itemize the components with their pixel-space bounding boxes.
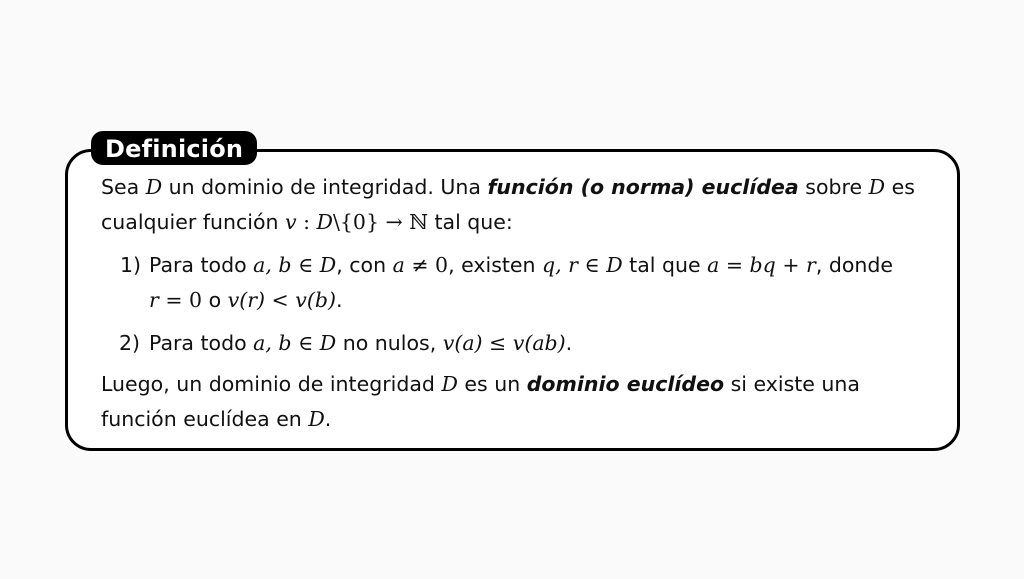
math-expression: \{0} → ℕ: [332, 210, 428, 234]
math-operator: ≠ 0: [404, 253, 449, 277]
math-expression: v(r) < v(b): [227, 288, 336, 312]
definition-item-1: [101, 248, 936, 318]
definition-label: Definición: [91, 131, 257, 165]
math-symbol: D: [606, 253, 623, 277]
item-number: 2): [119, 331, 141, 355]
math-symbol: v: [285, 210, 297, 234]
text-segment: un dominio de integridad. Una: [162, 175, 488, 199]
text-segment: Luego, un dominio de integridad: [101, 372, 442, 396]
text-segment: Para todo: [149, 331, 254, 355]
text-segment: es cualquier función: [101, 175, 915, 234]
math-operator: = 0: [158, 288, 203, 312]
math-symbol: a: [392, 253, 405, 277]
text-segment: tal que:: [427, 210, 513, 234]
text-segment: o: [202, 288, 228, 312]
math-expression: a = bq + r: [707, 253, 816, 277]
text-segment: , con: [336, 253, 393, 277]
text-segment: Sea: [101, 175, 146, 199]
text-segment: sobre: [798, 175, 869, 199]
definition-content: [101, 170, 936, 437]
math-symbol: D: [441, 372, 458, 396]
math-symbol: D: [868, 175, 886, 199]
math-symbol: r: [149, 288, 159, 312]
math-operator: ∈: [291, 253, 320, 277]
math-symbol: D: [145, 175, 163, 199]
definition-intro: [101, 170, 936, 240]
definition-item-2: [101, 326, 936, 361]
item-number: 1): [120, 253, 142, 277]
text-segment: si existe una función euclídea en: [101, 372, 860, 431]
definition-conclusion: [101, 367, 936, 437]
math-symbol: D: [319, 253, 337, 277]
math-symbol: a, b: [253, 331, 292, 355]
text-segment: es un: [457, 372, 527, 396]
defined-term: dominio euclídeo: [526, 372, 725, 396]
text-segment: , existen: [448, 253, 543, 277]
math-symbol: q, r: [542, 253, 578, 277]
math-expression: v(a) ≤ v(ab): [442, 331, 566, 355]
math-operator: ∈: [578, 253, 607, 277]
text-segment: .: [335, 288, 343, 312]
text-segment: Para todo: [149, 253, 254, 277]
math-operator: ∈: [291, 331, 320, 355]
text-segment: .: [565, 331, 573, 355]
math-symbol: D: [319, 331, 337, 355]
math-symbol: a, b: [253, 253, 292, 277]
text-segment: tal que: [622, 253, 708, 277]
defined-term: función (o norma) euclídea: [487, 175, 799, 199]
math-symbol: D: [316, 210, 333, 234]
text-segment: .: [324, 407, 332, 431]
math-operator: :: [296, 210, 317, 234]
text-segment: , donde: [815, 253, 894, 277]
text-segment: no nulos,: [336, 331, 443, 355]
math-symbol: D: [308, 407, 325, 431]
